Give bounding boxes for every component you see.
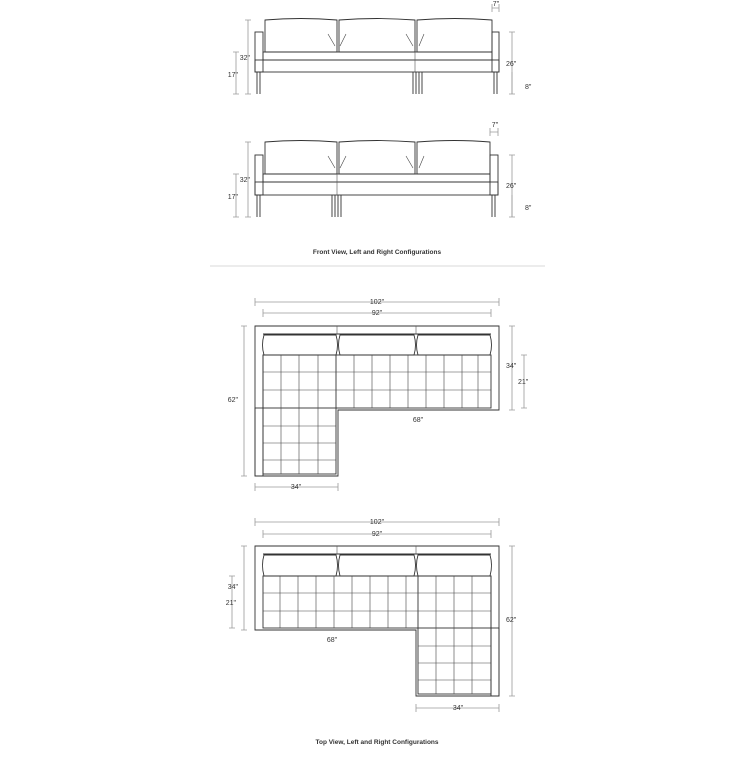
label-sofa-seat-width: 68" <box>326 637 338 644</box>
label-chaise-length: 62" <box>506 617 517 624</box>
sofa-base <box>255 182 498 195</box>
dimension-line-depth <box>241 546 247 630</box>
label-seat-depth: 21" <box>225 600 236 607</box>
sofa-legs <box>257 72 497 94</box>
label-sofa-seat-width: 68" <box>412 417 424 424</box>
back-cushion <box>263 555 338 576</box>
sofa-legs <box>257 195 495 217</box>
label-inner-width: 92" <box>371 531 383 538</box>
back-cushion <box>263 335 338 355</box>
back-cushion <box>417 555 492 576</box>
label-back-height: 32" <box>239 55 250 62</box>
back-cushion <box>339 19 415 53</box>
front-view-left <box>228 1 532 94</box>
label-inner-width: 92" <box>371 310 383 317</box>
label-depth: 34" <box>506 363 517 370</box>
back-cushion <box>339 141 415 175</box>
seat-tufting-grid <box>263 355 491 474</box>
top-view-caption: Top View, Left and Right Configurations <box>315 739 439 746</box>
sofa-arm <box>255 155 263 195</box>
label-arm-width: 7" <box>492 1 500 8</box>
label-back-height: 32" <box>239 177 250 184</box>
label-overall-width: 102" <box>369 519 385 526</box>
back-cushion <box>265 141 337 175</box>
chaise-arm <box>491 628 499 696</box>
sofa-arm <box>492 32 499 72</box>
top-view-right <box>226 518 517 712</box>
label-overall-width: 102" <box>369 299 385 306</box>
sofa-arm <box>255 32 263 72</box>
label-seat-height: 17" <box>227 194 238 201</box>
front-view-right <box>228 122 532 217</box>
dimension-line-chaise-length <box>241 326 247 476</box>
seat-area <box>263 576 491 628</box>
seat-area <box>263 355 491 408</box>
seat-cushion <box>263 52 492 60</box>
label-chaise-length: 62" <box>227 397 238 404</box>
back-cushion <box>417 19 492 53</box>
label-chaise-width: 34" <box>290 484 302 491</box>
back-cushion <box>339 555 416 576</box>
label-arm-width: 7" <box>491 122 499 129</box>
tuft-lines <box>263 576 491 694</box>
chaise-arm <box>255 408 263 476</box>
back-cushion <box>265 19 337 53</box>
label-leg-height: 8" <box>525 84 532 91</box>
label-arm-height: 26" <box>506 183 517 190</box>
top-view-left <box>228 298 529 491</box>
sofa-base <box>255 60 499 72</box>
label-leg-height: 8" <box>525 205 532 212</box>
back-cushion <box>417 335 492 355</box>
label-arm-height: 26" <box>506 61 517 68</box>
seat-cushion <box>263 174 490 182</box>
chaise-seat-area <box>418 576 491 694</box>
label-seat-depth: 21" <box>518 379 529 386</box>
seat-tufting-grid <box>263 576 491 694</box>
sofa-arm <box>490 155 498 195</box>
dimension-line-arm-width <box>490 128 498 136</box>
label-seat-height: 17" <box>227 72 238 79</box>
label-chaise-width: 34" <box>452 705 464 712</box>
tuft-lines <box>263 355 491 474</box>
back-cushion <box>417 141 490 175</box>
front-view-caption: Front View, Left and Right Configurations <box>312 249 442 256</box>
label-depth: 34" <box>227 584 238 591</box>
chaise-seat-area <box>263 355 336 474</box>
back-cushion <box>339 335 416 355</box>
